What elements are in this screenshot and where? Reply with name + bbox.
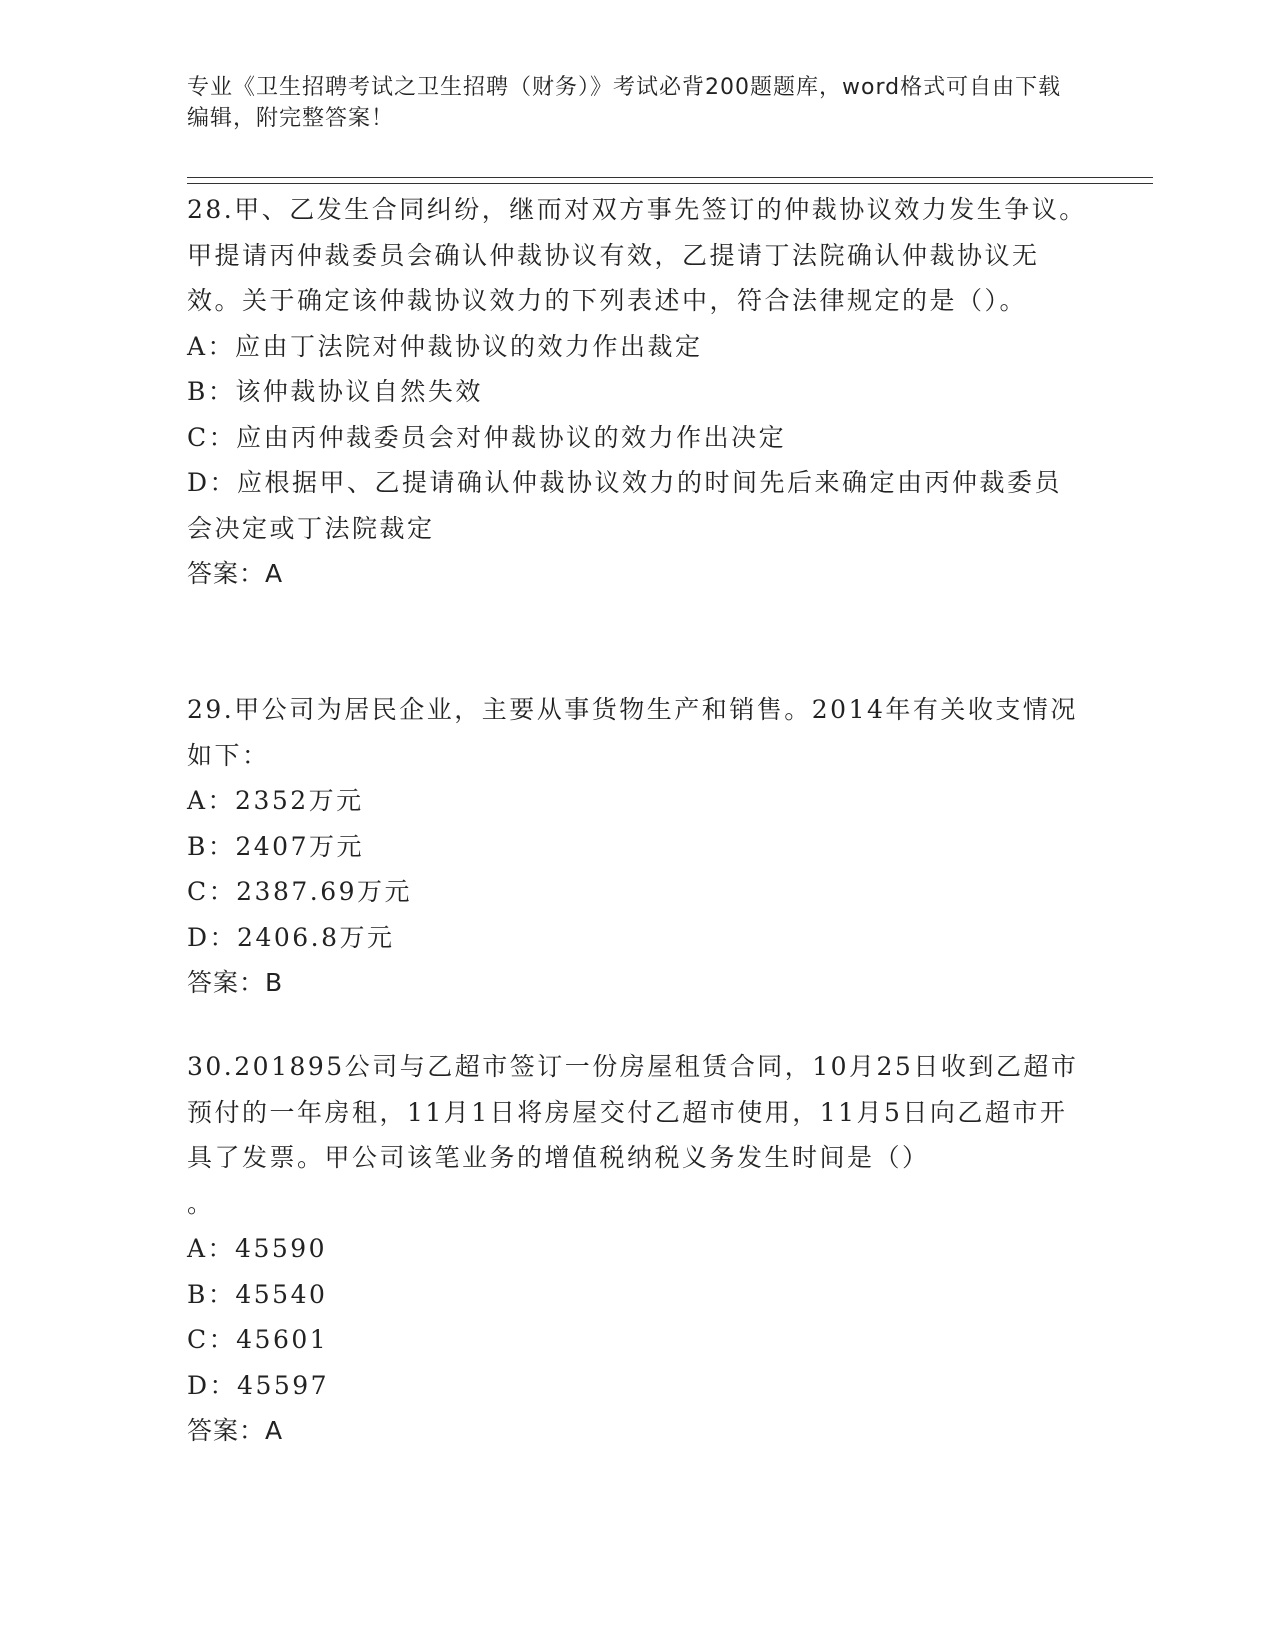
question-29: [187, 687, 1087, 1006]
option-a: A：应由丁法院对仲裁协议的效力作出裁定: [187, 331, 703, 361]
answer: 答案：A: [187, 1416, 284, 1445]
option-d: D：2406.8万元: [187, 922, 395, 952]
header-rule-top: [187, 177, 1153, 178]
question-30: [187, 1044, 1087, 1454]
option-c: C：2387.69万元: [187, 877, 413, 906]
option-b: B：该仲裁协议自然失效: [187, 377, 483, 406]
option-b: B：45540: [187, 1279, 328, 1309]
answer: 答案：B: [187, 968, 284, 997]
question-28: [187, 187, 1087, 597]
option-d: D：应根据甲、乙提请确认仲裁协议效力的时间先后来确定由丙仲裁委员会决定或丁法院裁定: [187, 468, 1063, 543]
question-text: 29.甲公司为居民企业，主要从事货物生产和销售。2014年有关收支情况如下：: [187, 695, 1078, 770]
option-b: B：2407万元: [187, 831, 364, 861]
question-text: 28.甲、乙发生合同纠纷，继而对双方事先签订的仲裁协议效力发生争议。甲提请丙仲裁委员会确认仲裁协议有效，乙提请丁法院确认仲裁协议无效。关于确定该仲裁协议效力的下列表述中，符合法律规定的是（）。: [187, 195, 1087, 315]
option-a: A：2352万元: [187, 786, 364, 815]
answer: 答案：A: [187, 559, 284, 588]
question-text: 30.201895公司与乙超市签订一份房屋租赁合同，10月25日收到乙超市预付的一年房租，11月1日将房屋交付乙超市使用，11月5日向乙超市开具了发票。甲公司该笔业务的增值税纳税义务发生时间是（）: [187, 1052, 1079, 1172]
option-c: C：45601: [187, 1325, 329, 1354]
option-c: C：应由丙仲裁委员会对仲裁协议的效力作出决定: [187, 422, 787, 452]
option-d: D：45597: [187, 1370, 330, 1400]
option-a: A：45590: [187, 1234, 328, 1263]
question-text-tail: 。: [187, 1188, 215, 1218]
header-rule-bottom: [187, 183, 1153, 184]
document-header: 专业《卫生招聘考试之卫生招聘（财务）》考试必背200题题库，word格式可自由下载编辑，附完整答案！: [187, 75, 1062, 131]
